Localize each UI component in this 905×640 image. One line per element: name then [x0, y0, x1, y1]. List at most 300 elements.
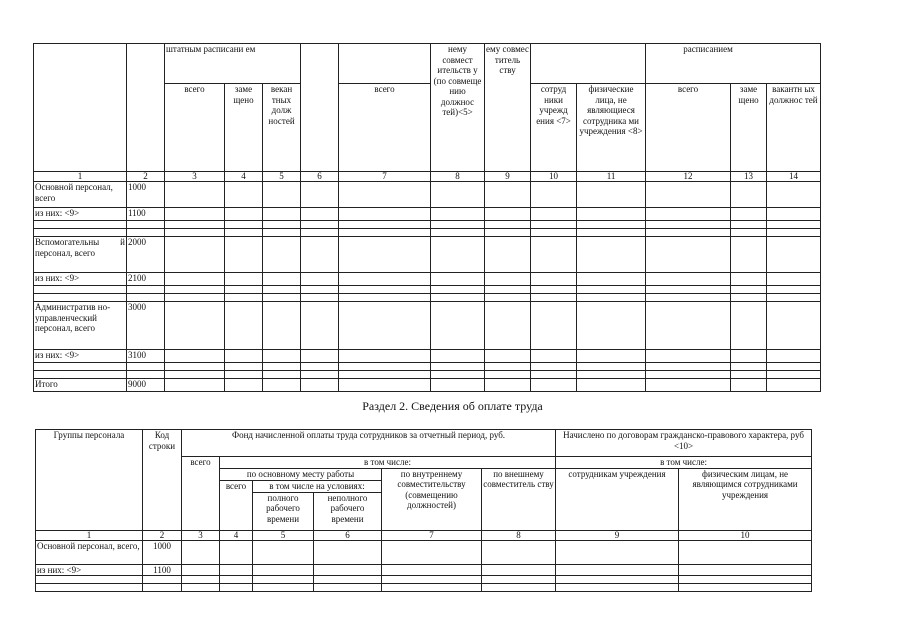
blank-cell[interactable]	[431, 286, 485, 294]
blank-cell[interactable]	[253, 576, 314, 584]
value-cell[interactable]	[301, 182, 339, 208]
value-cell[interactable]	[485, 302, 531, 350]
value-cell[interactable]	[220, 564, 253, 576]
value-cell[interactable]	[482, 540, 556, 564]
colnum: 2	[127, 172, 165, 182]
value-cell[interactable]	[431, 273, 485, 286]
value-cell[interactable]	[577, 273, 646, 286]
value-cell[interactable]	[767, 273, 821, 286]
blank-cell[interactable]	[731, 286, 767, 294]
colnum: 5	[263, 172, 301, 182]
colnum: 9	[556, 530, 679, 540]
colnum: 14	[767, 172, 821, 182]
hdr1-c2	[127, 44, 165, 172]
colnum: 6	[301, 172, 339, 182]
blank-cell[interactable]	[531, 221, 577, 229]
blank-cell[interactable]	[339, 286, 431, 294]
blank-cell[interactable]	[339, 371, 431, 379]
value-cell[interactable]	[253, 540, 314, 564]
column-number-row	[34, 172, 821, 182]
blank-cell[interactable]	[127, 229, 165, 237]
blank-cell[interactable]	[263, 286, 301, 294]
value-cell[interactable]	[165, 237, 225, 273]
value-cell[interactable]	[577, 350, 646, 363]
value-cell[interactable]	[225, 208, 263, 221]
value-cell[interactable]	[314, 540, 382, 564]
blank-cell[interactable]	[431, 229, 485, 237]
value-cell[interactable]	[382, 540, 482, 564]
blank-cell[interactable]	[225, 286, 263, 294]
colnum: 3	[182, 530, 220, 540]
hdr1-c10-11	[531, 44, 646, 84]
sub-c7: всего	[339, 84, 431, 172]
table-row-total	[34, 379, 821, 392]
blank-cell[interactable]	[767, 294, 821, 302]
blank-cell[interactable]	[485, 221, 531, 229]
colnum: 6	[314, 530, 382, 540]
blank-cell[interactable]	[34, 286, 127, 294]
hdr-internal: по внутреннему совместительству (совмещению должностей)	[382, 468, 482, 530]
value-cell[interactable]	[165, 208, 225, 221]
blank-cell[interactable]	[143, 576, 182, 584]
value-cell[interactable]	[485, 350, 531, 363]
blank-cell[interactable]	[431, 363, 485, 371]
value-cell[interactable]	[485, 273, 531, 286]
blank-cell[interactable]	[577, 371, 646, 379]
value-cell[interactable]	[263, 208, 301, 221]
value-cell[interactable]	[731, 350, 767, 363]
blank-cell[interactable]	[182, 576, 220, 584]
sub-c12: всего	[646, 84, 731, 172]
blank-cell[interactable]	[127, 294, 165, 302]
table-row	[34, 182, 821, 208]
row-label: Вспомогательны й персонал, всего	[34, 237, 127, 273]
value-cell[interactable]	[531, 182, 577, 208]
blank-cell[interactable]	[225, 363, 263, 371]
blank-cell[interactable]	[767, 286, 821, 294]
value-cell[interactable]	[301, 302, 339, 350]
row-code: 1000	[143, 540, 182, 564]
sub-c13: заме щено	[731, 84, 767, 172]
blank-cell[interactable]	[382, 584, 482, 592]
blank-cell[interactable]	[314, 576, 382, 584]
blank-cell[interactable]	[225, 229, 263, 237]
section-2-title: Раздел 2. Сведения об оплате труда	[362, 399, 543, 413]
colnum: 7	[382, 530, 482, 540]
value-cell[interactable]	[482, 564, 556, 576]
value-cell[interactable]	[165, 302, 225, 350]
blank-cell[interactable]	[301, 294, 339, 302]
blank-cell[interactable]	[485, 229, 531, 237]
value-cell[interactable]	[731, 182, 767, 208]
blank-cell[interactable]	[556, 584, 679, 592]
value-cell[interactable]	[314, 564, 382, 576]
table-row	[34, 237, 821, 273]
value-cell[interactable]	[225, 237, 263, 273]
value-cell[interactable]	[646, 182, 731, 208]
blank-cell[interactable]	[301, 221, 339, 229]
value-cell[interactable]	[531, 273, 577, 286]
table-row	[36, 540, 812, 564]
row-label: из них: <9>	[36, 564, 143, 576]
value-cell[interactable]	[531, 237, 577, 273]
value-cell[interactable]	[301, 237, 339, 273]
blank-cell[interactable]	[165, 286, 225, 294]
blank-cell[interactable]	[34, 371, 127, 379]
colnum: 12	[646, 172, 731, 182]
blank-cell[interactable]	[577, 221, 646, 229]
blank-cell[interactable]	[577, 294, 646, 302]
hdr1-c8: нему совмест ительств у (по совмеще нию должнос тей)<5>	[431, 44, 485, 172]
blank-cell[interactable]	[679, 584, 812, 592]
blank-cell[interactable]	[646, 221, 731, 229]
value-cell[interactable]	[339, 302, 431, 350]
value-cell[interactable]	[301, 350, 339, 363]
value-cell[interactable]	[225, 350, 263, 363]
value-cell[interactable]	[165, 273, 225, 286]
value-cell[interactable]	[577, 208, 646, 221]
hdr-external: по внешнему совместитель ству	[482, 468, 556, 530]
table-row-blank	[34, 229, 821, 237]
value-cell[interactable]	[731, 273, 767, 286]
value-cell[interactable]	[646, 379, 731, 392]
blank-cell[interactable]	[646, 229, 731, 237]
blank-cell[interactable]	[314, 584, 382, 592]
blank-cell[interactable]	[301, 363, 339, 371]
value-cell[interactable]	[531, 302, 577, 350]
value-cell[interactable]	[646, 273, 731, 286]
row-code: 2000	[127, 237, 165, 273]
blank-cell[interactable]	[731, 294, 767, 302]
value-cell[interactable]	[767, 302, 821, 350]
hdr-employees: сотрудникам учреждения	[556, 468, 679, 530]
blank-cell[interactable]	[127, 221, 165, 229]
value-cell[interactable]	[225, 182, 263, 208]
value-cell[interactable]	[339, 350, 431, 363]
row-code: 2100	[127, 273, 165, 286]
hdr1-c9: ему совмес титель ству	[485, 44, 531, 172]
value-cell[interactable]	[225, 379, 263, 392]
colnum: 13	[731, 172, 767, 182]
row-label: Основной персонал, всего	[34, 182, 127, 208]
hdr1-c12-14	[646, 44, 821, 84]
colnum: 8	[431, 172, 485, 182]
blank-cell[interactable]	[339, 363, 431, 371]
table-row-blank	[34, 371, 821, 379]
blank-cell[interactable]	[253, 584, 314, 592]
blank-cell[interactable]	[485, 371, 531, 379]
value-cell[interactable]	[485, 208, 531, 221]
blank-cell[interactable]	[165, 221, 225, 229]
value-cell[interactable]	[731, 302, 767, 350]
value-cell[interactable]	[263, 350, 301, 363]
blank-cell[interactable]	[482, 576, 556, 584]
blank-cell[interactable]	[431, 294, 485, 302]
value-cell[interactable]	[339, 208, 431, 221]
value-cell[interactable]	[577, 379, 646, 392]
value-cell[interactable]	[339, 273, 431, 286]
blank-cell[interactable]	[127, 286, 165, 294]
column-number-row	[36, 530, 812, 540]
blank-cell[interactable]	[339, 229, 431, 237]
hdr1-c6	[301, 44, 339, 172]
value-cell[interactable]	[382, 564, 482, 576]
row-code: 3000	[127, 302, 165, 350]
row-code: 3100	[127, 350, 165, 363]
blank-cell[interactable]	[263, 371, 301, 379]
value-cell[interactable]	[253, 564, 314, 576]
value-cell[interactable]	[485, 182, 531, 208]
value-cell[interactable]	[731, 237, 767, 273]
value-cell[interactable]	[646, 237, 731, 273]
value-cell[interactable]	[431, 237, 485, 273]
sub-c4: заме щено	[225, 84, 263, 172]
colnum: 11	[577, 172, 646, 182]
table-row-blank	[34, 363, 821, 371]
colnum: 4	[220, 530, 253, 540]
blank-cell[interactable]	[531, 363, 577, 371]
row-code: 9000	[127, 379, 165, 392]
blank-cell[interactable]	[767, 363, 821, 371]
blank-cell[interactable]	[301, 229, 339, 237]
blank-cell[interactable]	[165, 371, 225, 379]
hdr-fund-total: всего	[182, 457, 220, 531]
value-cell[interactable]	[679, 564, 812, 576]
blank-cell[interactable]	[301, 286, 339, 294]
sub-c10: сотруд ники учрежд ения <7>	[531, 84, 577, 172]
value-cell[interactable]	[263, 182, 301, 208]
sub-c11: физические лица, не являющиеся сотрудника ми учреждения <8>	[577, 84, 646, 172]
blank-cell[interactable]	[36, 584, 143, 592]
blank-cell[interactable]	[731, 371, 767, 379]
blank-cell[interactable]	[225, 294, 263, 302]
value-cell[interactable]	[577, 182, 646, 208]
value-cell[interactable]	[485, 379, 531, 392]
row-code: 1100	[143, 564, 182, 576]
blank-cell[interactable]	[339, 294, 431, 302]
hdr-main-total: всего	[220, 480, 253, 530]
hdr-code: Код строки	[143, 430, 182, 531]
colnum: 10	[531, 172, 577, 182]
value-cell[interactable]	[531, 350, 577, 363]
blank-cell[interactable]	[731, 363, 767, 371]
value-cell[interactable]	[263, 237, 301, 273]
hdr-contracts-incl: в том числе:	[556, 457, 812, 469]
blank-cell[interactable]	[34, 294, 127, 302]
blank-cell[interactable]	[646, 363, 731, 371]
row-label: из них: <9>	[34, 273, 127, 286]
hdr-contracts: Начислено по договорам гражданско-правового характера, руб <10>	[556, 430, 812, 457]
blank-cell[interactable]	[263, 221, 301, 229]
value-cell[interactable]	[485, 237, 531, 273]
sub-c3: всего	[165, 84, 225, 172]
blank-cell[interactable]	[485, 286, 531, 294]
blank-cell[interactable]	[339, 221, 431, 229]
blank-cell[interactable]	[143, 584, 182, 592]
value-cell[interactable]	[220, 540, 253, 564]
row-label: Основной персонал, всего,	[36, 540, 143, 564]
colnum: 3	[165, 172, 225, 182]
value-cell[interactable]	[767, 182, 821, 208]
hdr1-c3-345: штатным расписани ем	[165, 44, 301, 84]
staffing-table	[33, 43, 821, 392]
table-row-blank	[34, 221, 821, 229]
value-cell[interactable]	[556, 564, 679, 576]
blank-cell[interactable]	[482, 584, 556, 592]
row-code: 1100	[127, 208, 165, 221]
blank-cell[interactable]	[301, 371, 339, 379]
table-row-blank	[34, 286, 821, 294]
value-cell[interactable]	[646, 350, 731, 363]
hdr-physical: физическим лицам, не являющимся сотрудниками учреждения	[679, 468, 812, 530]
value-cell[interactable]	[301, 379, 339, 392]
value-cell[interactable]	[577, 302, 646, 350]
blank-cell[interactable]	[182, 584, 220, 592]
sub-c5: векан тных долж ностей	[263, 84, 301, 172]
blank-cell[interactable]	[36, 576, 143, 584]
value-cell[interactable]	[339, 237, 431, 273]
value-cell[interactable]	[767, 208, 821, 221]
row-label: из них: <9>	[34, 208, 127, 221]
blank-cell[interactable]	[382, 576, 482, 584]
blank-cell[interactable]	[531, 294, 577, 302]
colnum: 1	[36, 530, 143, 540]
value-cell[interactable]	[165, 182, 225, 208]
value-cell[interactable]	[263, 379, 301, 392]
blank-cell[interactable]	[556, 576, 679, 584]
blank-cell[interactable]	[225, 221, 263, 229]
hdr-fund-incl: в том числе:	[220, 457, 556, 469]
colnum: 8	[482, 530, 556, 540]
value-cell[interactable]	[646, 208, 731, 221]
row-label: Административ но-управленческий персонал, всего	[34, 302, 127, 350]
value-cell[interactable]	[431, 302, 485, 350]
hdr-full-time: полного рабочего времени	[253, 492, 314, 530]
blank-cell[interactable]	[679, 576, 812, 584]
blank-cell[interactable]	[646, 371, 731, 379]
blank-cell[interactable]	[485, 294, 531, 302]
blank-cell[interactable]	[577, 363, 646, 371]
value-cell[interactable]	[225, 273, 263, 286]
blank-cell[interactable]	[767, 371, 821, 379]
payroll-table	[35, 429, 812, 592]
value-cell[interactable]	[339, 379, 431, 392]
blank-cell[interactable]	[220, 584, 253, 592]
blank-cell[interactable]	[263, 294, 301, 302]
blank-cell[interactable]	[34, 363, 127, 371]
blank-cell[interactable]	[767, 229, 821, 237]
value-cell[interactable]	[431, 182, 485, 208]
value-cell[interactable]	[301, 208, 339, 221]
hdr1-c1	[34, 44, 127, 172]
value-cell[interactable]	[431, 208, 485, 221]
value-cell[interactable]	[731, 379, 767, 392]
blank-cell[interactable]	[34, 229, 127, 237]
value-cell[interactable]	[182, 540, 220, 564]
blank-cell[interactable]	[577, 286, 646, 294]
value-cell[interactable]	[556, 540, 679, 564]
blank-cell[interactable]	[165, 294, 225, 302]
row-label: из них: <9>	[34, 350, 127, 363]
row-code: 1000	[127, 182, 165, 208]
colnum: 10	[679, 530, 812, 540]
colnum: 4	[225, 172, 263, 182]
value-cell[interactable]	[165, 379, 225, 392]
value-cell[interactable]	[531, 208, 577, 221]
blank-cell[interactable]	[731, 229, 767, 237]
blank-cell[interactable]	[127, 363, 165, 371]
colnum: 1	[34, 172, 127, 182]
value-cell[interactable]	[767, 350, 821, 363]
value-cell[interactable]	[731, 208, 767, 221]
value-cell[interactable]	[339, 182, 431, 208]
blank-cell[interactable]	[531, 286, 577, 294]
blank-cell[interactable]	[731, 221, 767, 229]
blank-cell[interactable]	[220, 576, 253, 584]
table-row	[34, 350, 821, 363]
blank-cell[interactable]	[263, 363, 301, 371]
colnum: 9	[485, 172, 531, 182]
table-row	[36, 564, 812, 576]
blank-cell[interactable]	[165, 229, 225, 237]
blank-cell[interactable]	[531, 229, 577, 237]
hdr1-c12-text: расписанием	[683, 44, 733, 54]
sub-c14: вакантн ых должнос тей	[767, 84, 821, 172]
blank-cell[interactable]	[263, 229, 301, 237]
blank-cell[interactable]	[127, 371, 165, 379]
blank-cell[interactable]	[577, 229, 646, 237]
blank-cell[interactable]	[485, 363, 531, 371]
blank-cell[interactable]	[646, 286, 731, 294]
table-row	[34, 208, 821, 221]
hdr-part-time: неполного рабочего времени	[314, 492, 382, 530]
blank-cell[interactable]	[531, 371, 577, 379]
value-cell[interactable]	[531, 379, 577, 392]
value-cell[interactable]	[431, 350, 485, 363]
hdr-fund: Фонд начисленной оплаты труда сотрудников за отчетный период, руб.	[182, 430, 556, 457]
blank-cell[interactable]	[431, 221, 485, 229]
table-row-blank	[34, 294, 821, 302]
value-cell[interactable]	[165, 350, 225, 363]
blank-cell[interactable]	[34, 221, 127, 229]
value-cell[interactable]	[431, 379, 485, 392]
value-cell[interactable]	[225, 302, 263, 350]
blank-cell[interactable]	[646, 294, 731, 302]
value-cell[interactable]	[767, 237, 821, 273]
row-label: Итого	[34, 379, 127, 392]
table-row-blank	[36, 576, 812, 584]
blank-cell[interactable]	[431, 371, 485, 379]
blank-cell[interactable]	[165, 363, 225, 371]
colnum: 2	[143, 530, 182, 540]
value-cell[interactable]	[577, 237, 646, 273]
table-row	[34, 273, 821, 286]
colnum: 7	[339, 172, 431, 182]
value-cell[interactable]	[263, 302, 301, 350]
table-row	[34, 302, 821, 350]
value-cell[interactable]	[646, 302, 731, 350]
value-cell[interactable]	[182, 564, 220, 576]
value-cell[interactable]	[301, 273, 339, 286]
value-cell[interactable]	[263, 273, 301, 286]
blank-cell[interactable]	[225, 371, 263, 379]
value-cell[interactable]	[767, 379, 821, 392]
colnum: 5	[253, 530, 314, 540]
hdr-main: по основному месту работы	[220, 468, 382, 480]
blank-cell[interactable]	[767, 221, 821, 229]
hdr-groups: Группы персонала	[36, 430, 143, 531]
value-cell[interactable]	[679, 540, 812, 564]
